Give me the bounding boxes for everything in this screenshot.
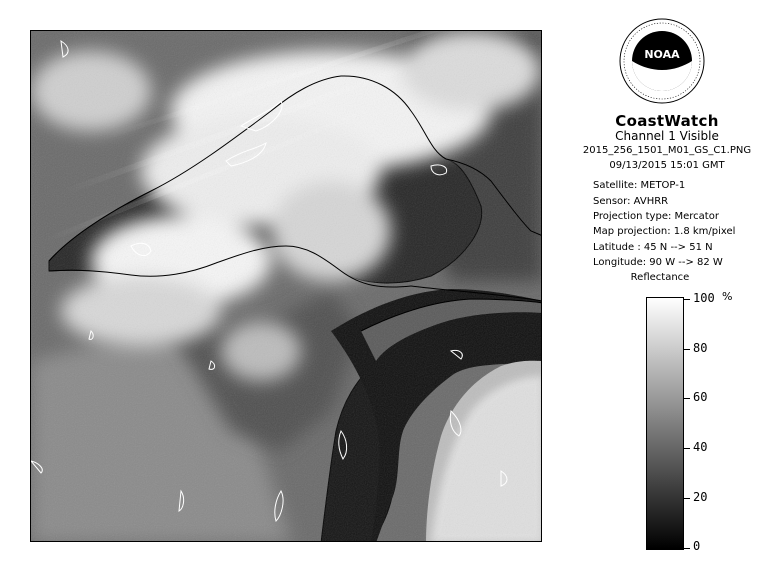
noaa-logo [619,18,705,104]
legend-tick [684,448,690,449]
projection-type-label: Projection type: Mercator [593,211,719,222]
legend-tick [684,299,690,300]
noaa-logo-icon [619,18,705,104]
acquisition-datetime: 09/13/2015 15:01 GMT [609,160,725,171]
legend-tick [684,498,690,499]
legend-tick-label: 0 [693,539,701,553]
legend-tick-label: 60 [693,390,708,404]
legend-tick [684,398,690,399]
legend-tick [684,349,690,350]
satellite-label: Satellite: METOP-1 [593,180,686,191]
legend-tick-label: 100 [693,291,715,305]
logo-text: NOAA [644,48,680,61]
satellite-image [30,30,542,542]
legend-tick [684,548,690,549]
longitude-label: Longitude: 90 W --> 82 W [593,257,723,268]
legend-tick-label: 20 [693,490,708,504]
file-name: 2015_256_1501_M01_GS_C1.PNG [582,145,752,156]
map-projection-label: Map projection: 1.8 km/pixel [593,226,736,237]
image-grain [31,31,542,542]
satellite-map [31,31,542,542]
channel-subtitle: Channel 1 Visible [615,129,719,143]
legend-tick-label: 80 [693,341,708,355]
sensor-label: Sensor: AVHRR [593,196,669,207]
legend-title: Reflectance [630,272,690,283]
legend-unit: % [722,290,733,303]
legend-tick-label: 40 [693,440,708,454]
latitude-label: Latitude : 45 N --> 51 N [593,242,713,253]
reflectance-colorbar [646,297,684,550]
product-title: CoastWatch [615,112,719,130]
